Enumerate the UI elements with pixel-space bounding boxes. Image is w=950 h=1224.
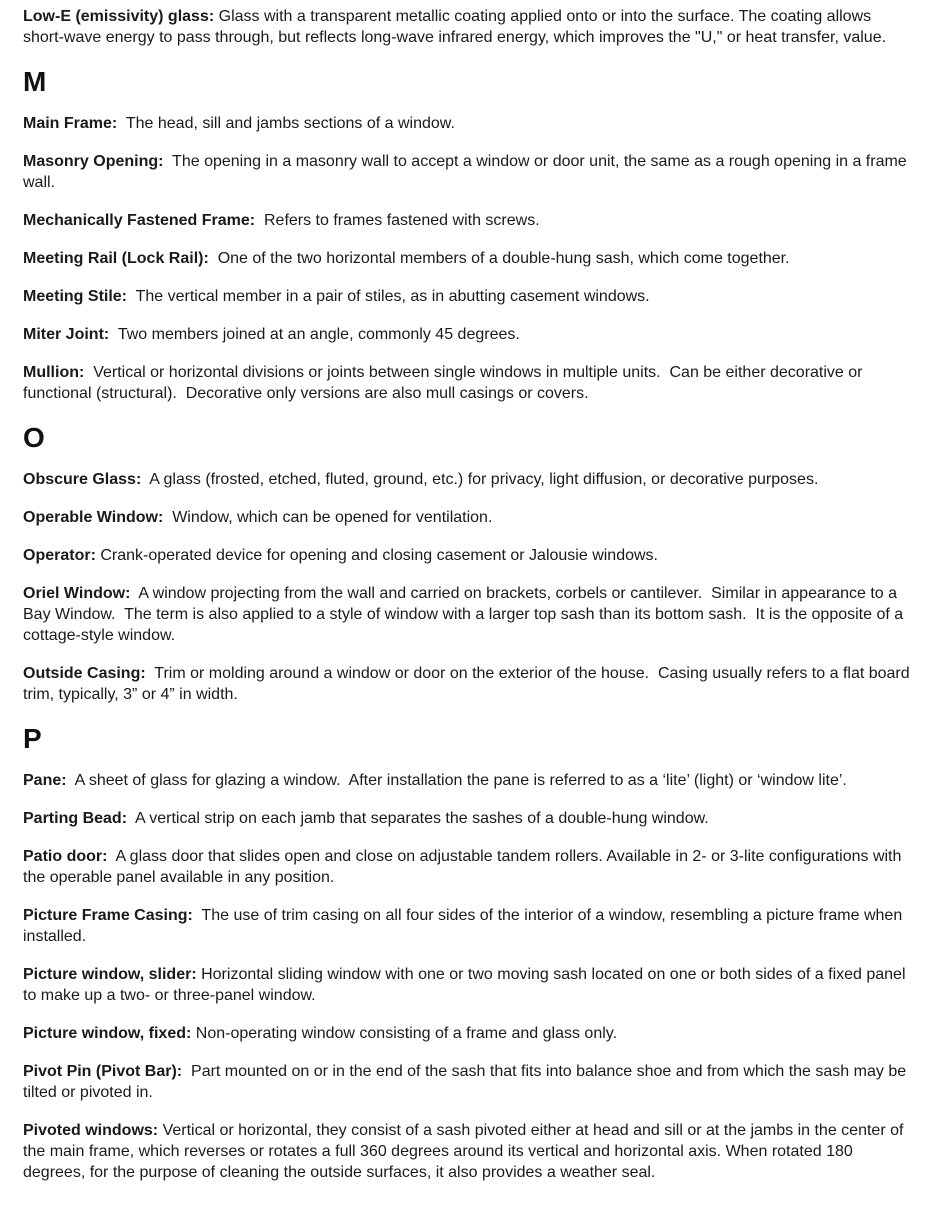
glossary-definition: One of the two horizontal members of a double-hung sash, which come together. bbox=[208, 250, 790, 267]
glossary-term: Pane: bbox=[23, 772, 67, 789]
glossary-term: Pivot Pin (Pivot Bar): bbox=[23, 1063, 183, 1080]
glossary-entry bbox=[23, 248, 914, 269]
glossary-entry bbox=[23, 324, 914, 345]
glossary-definition: Refers to frames fastened with screws. bbox=[255, 212, 540, 229]
glossary-entry bbox=[23, 846, 914, 888]
glossary-entry bbox=[23, 1120, 914, 1183]
glossary-term: Picture window, fixed: bbox=[23, 1025, 192, 1042]
glossary-term: Mechanically Fastened Frame: bbox=[23, 212, 256, 229]
glossary-entry bbox=[23, 210, 914, 231]
glossary-term: Miter Joint: bbox=[23, 326, 110, 343]
glossary-term: Picture Frame Casing: bbox=[23, 907, 193, 924]
glossary-term: Main Frame: bbox=[23, 115, 118, 132]
glossary-term: Meeting Stile: bbox=[23, 288, 128, 305]
glossary-entry bbox=[23, 905, 914, 947]
glossary-entry bbox=[23, 545, 914, 566]
glossary-entry bbox=[23, 808, 914, 829]
glossary-term: Patio door: bbox=[23, 848, 108, 865]
section-heading-m: M bbox=[23, 66, 47, 97]
glossary-definition: A glass (frosted, etched, fluted, ground, etc.) for privacy, light diffusion, or decorative purposes. bbox=[141, 471, 819, 488]
glossary-definition: A vertical strip on each jamb that separates the sashes of a double-hung window. bbox=[127, 810, 709, 827]
glossary-definition: A window projecting from the wall and carried on brackets, corbels or cantilever. Similar in appearance to a Bay Window. The term is also applied to a style of window with a larger top sash than its bottom sash. It is the opposite of a cottage-style window. bbox=[23, 585, 908, 644]
section-heading-o: O bbox=[23, 422, 45, 453]
glossary-term: Oriel Window: bbox=[23, 585, 131, 602]
glossary-definition: Two members joined at an angle, commonly 45 degrees. bbox=[109, 326, 520, 343]
glossary-definition: Non-operating window consisting of a frame and glass only. bbox=[191, 1025, 618, 1042]
glossary-definition: Horizontal sliding window with one or two moving sash located on one or both sides of a fixed panel to make up a two- or three-panel window. bbox=[23, 966, 910, 1004]
glossary-definition: Glass with a transparent metallic coating applied onto or into the surface. The coating allows short-wave energy to pass through, but reflects long-wave infrared energy, which improves the "U," or heat transfer, value. bbox=[23, 8, 887, 46]
glossary-definition: Trim or molding around a window or door on the exterior of the house. Casing usually refers to a flat board trim, typically, 3” or 4” in width. bbox=[23, 665, 915, 703]
glossary-entry bbox=[23, 469, 914, 490]
glossary-term: Obscure Glass: bbox=[23, 471, 142, 488]
glossary-entry bbox=[23, 663, 914, 705]
glossary-entry bbox=[23, 583, 914, 646]
glossary-definition: Part mounted on or in the end of the sash that fits into balance shoe and from which the sash may be tilted or pivoted in. bbox=[23, 1063, 911, 1101]
glossary-entry bbox=[23, 151, 914, 193]
section-heading-p: P bbox=[23, 723, 42, 754]
glossary-definition: A sheet of glass for glazing a window. After installation the pane is referred to as a ‘lite’ (light) or ‘window lite’. bbox=[66, 772, 847, 789]
glossary-definition: Crank-operated device for opening and closing casement or Jalousie windows. bbox=[95, 547, 658, 564]
glossary-entry bbox=[23, 964, 914, 1006]
glossary-term: Meeting Rail (Lock Rail): bbox=[23, 250, 209, 267]
glossary-entry bbox=[23, 1023, 914, 1044]
glossary-definition: Vertical or horizontal divisions or joints between single windows in multiple units. Can be either decorative or functional (structural). Decorative only versions are also mull casings or covers. bbox=[23, 364, 867, 402]
glossary-term: Mullion: bbox=[23, 364, 85, 381]
glossary-entry bbox=[23, 6, 914, 48]
glossary-entry bbox=[23, 770, 914, 791]
glossary-term: Operable Window: bbox=[23, 509, 164, 526]
glossary-term: Operator: bbox=[23, 547, 96, 564]
glossary-entry bbox=[23, 362, 914, 404]
glossary-definition: The head, sill and jambs sections of a window. bbox=[117, 115, 455, 132]
glossary-term: Pivoted windows: bbox=[23, 1122, 159, 1139]
glossary-definition: A glass door that slides open and close on adjustable tandem rollers. Available in 2- or 3-lite configurations with the operable panel available in any position. bbox=[23, 848, 906, 886]
glossary-term: Outside Casing: bbox=[23, 665, 146, 682]
glossary-definition: The vertical member in a pair of stiles, as in abutting casement windows. bbox=[127, 288, 650, 305]
glossary-definition: The opening in a masonry wall to accept a window or door unit, the same as a rough opening in a frame wall. bbox=[23, 153, 912, 191]
glossary-definition: The use of trim casing on all four sides of the interior of a window, resembling a picture frame when installed. bbox=[23, 907, 907, 945]
glossary-term: Low-E (emissivity) glass: bbox=[23, 8, 215, 25]
glossary-entry bbox=[23, 1061, 914, 1103]
glossary-term: Masonry Opening: bbox=[23, 153, 164, 170]
glossary-term: Parting Bead: bbox=[23, 810, 128, 827]
glossary-definition: Vertical or horizontal, they consist of a sash pivoted either at head and sill or at the jambs in the center of the main frame, which reverses or rotates a full 360 degrees around its vertical and horizontal axis. When rotated 180 degrees, for the purpose of cleaning the outside surfaces, it also provides a weather seal. bbox=[23, 1122, 908, 1181]
glossary-entry bbox=[23, 113, 914, 134]
glossary-term: Picture window, slider: bbox=[23, 966, 197, 983]
glossary-definition: Window, which can be opened for ventilation. bbox=[163, 509, 493, 526]
glossary-entry bbox=[23, 286, 914, 307]
glossary-entry bbox=[23, 507, 914, 528]
